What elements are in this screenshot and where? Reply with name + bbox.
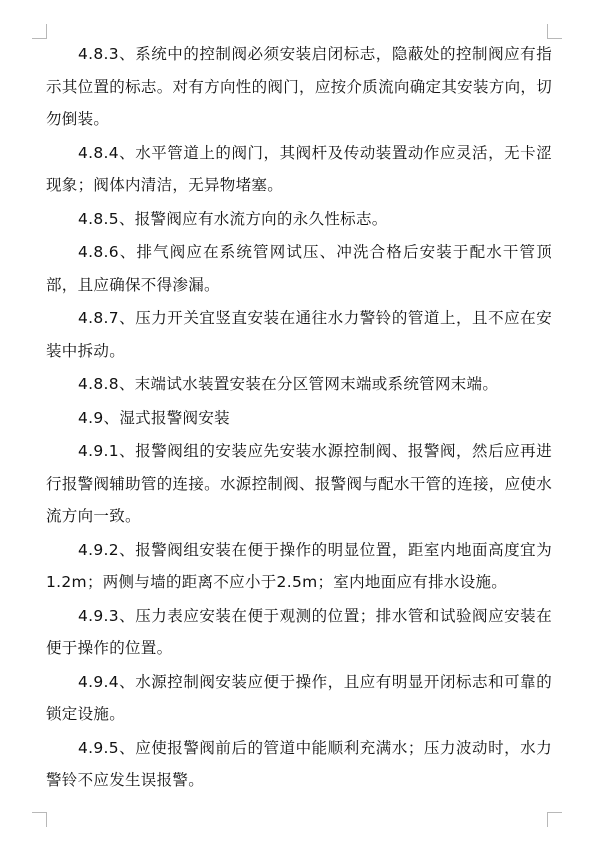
document-body	[46, 38, 552, 798]
paragraph-4-8-3: 4.8.3、系统中的控制阀必须安装启闭标志，隐蔽处的控制阀应有指示其位置的标志。对有方向性的阀门，应按介质流向确定其安装方向，切勿倒装。	[46, 45, 552, 128]
paragraph-4-8-7: 4.8.7、压力开关宜竖直安装在通往水力警铃的管道上，且不应在安装中拆动。	[46, 309, 552, 360]
crop-mark-top-left	[32, 24, 47, 39]
crop-mark-bottom-left	[32, 812, 47, 827]
paragraph-4-9-3: 4.9.3、压力表应安装在便于观测的位置；排水管和试验阀应安装在便于操作的位置。	[46, 606, 552, 657]
section-heading-4-9: 4.9、湿式报警阀安装	[78, 408, 230, 427]
paragraph-4-8-6: 4.8.6、排气阀应在系统管网试压、冲洗合格后安装于配水干管顶部，且应确保不得渗漏。	[46, 243, 552, 294]
paragraph-4-8-8: 4.8.8、末端试水装置安装在分区管网末端或系统管网末端。	[78, 375, 499, 393]
paragraph-4-8-5: 4.8.5、报警阀应有水流方向的永久性标志。	[78, 209, 388, 228]
crop-mark-bottom-right	[547, 812, 562, 827]
paragraph-4-9-1: 4.9.1、报警阀组的安装应先安装水源控制阀、报警阀，然后应再进行报警阀辅助管的连接。水源控制阀、报警阀与配水干管的连接，应使水流方向一致。	[46, 442, 552, 525]
crop-mark-top-right	[547, 24, 562, 39]
paragraph-4-8-4: 4.8.4、水平管道上的阀门，其阀杆及传动装置动作应灵活，无卡涩现象；阀体内清洁，无异物堵塞。	[46, 143, 552, 194]
paragraph-4-9-5: 4.9.5、应使报警阀前后的管道中能顺利充满水；压力波动时，水力警铃不应发生误报警。	[46, 738, 552, 789]
paragraph-4-9-4: 4.9.4、水源控制阀安装应便于操作，且应有明显开闭标志和可靠的锁定设施。	[46, 672, 552, 723]
paragraph-4-9-2: 4.9.2、报警阀组安装在便于操作的明显位置，距室内地面高度宜为1.2m；两侧与墙的距离不应小于2.5m；室内地面应有排水设施。	[46, 540, 552, 591]
